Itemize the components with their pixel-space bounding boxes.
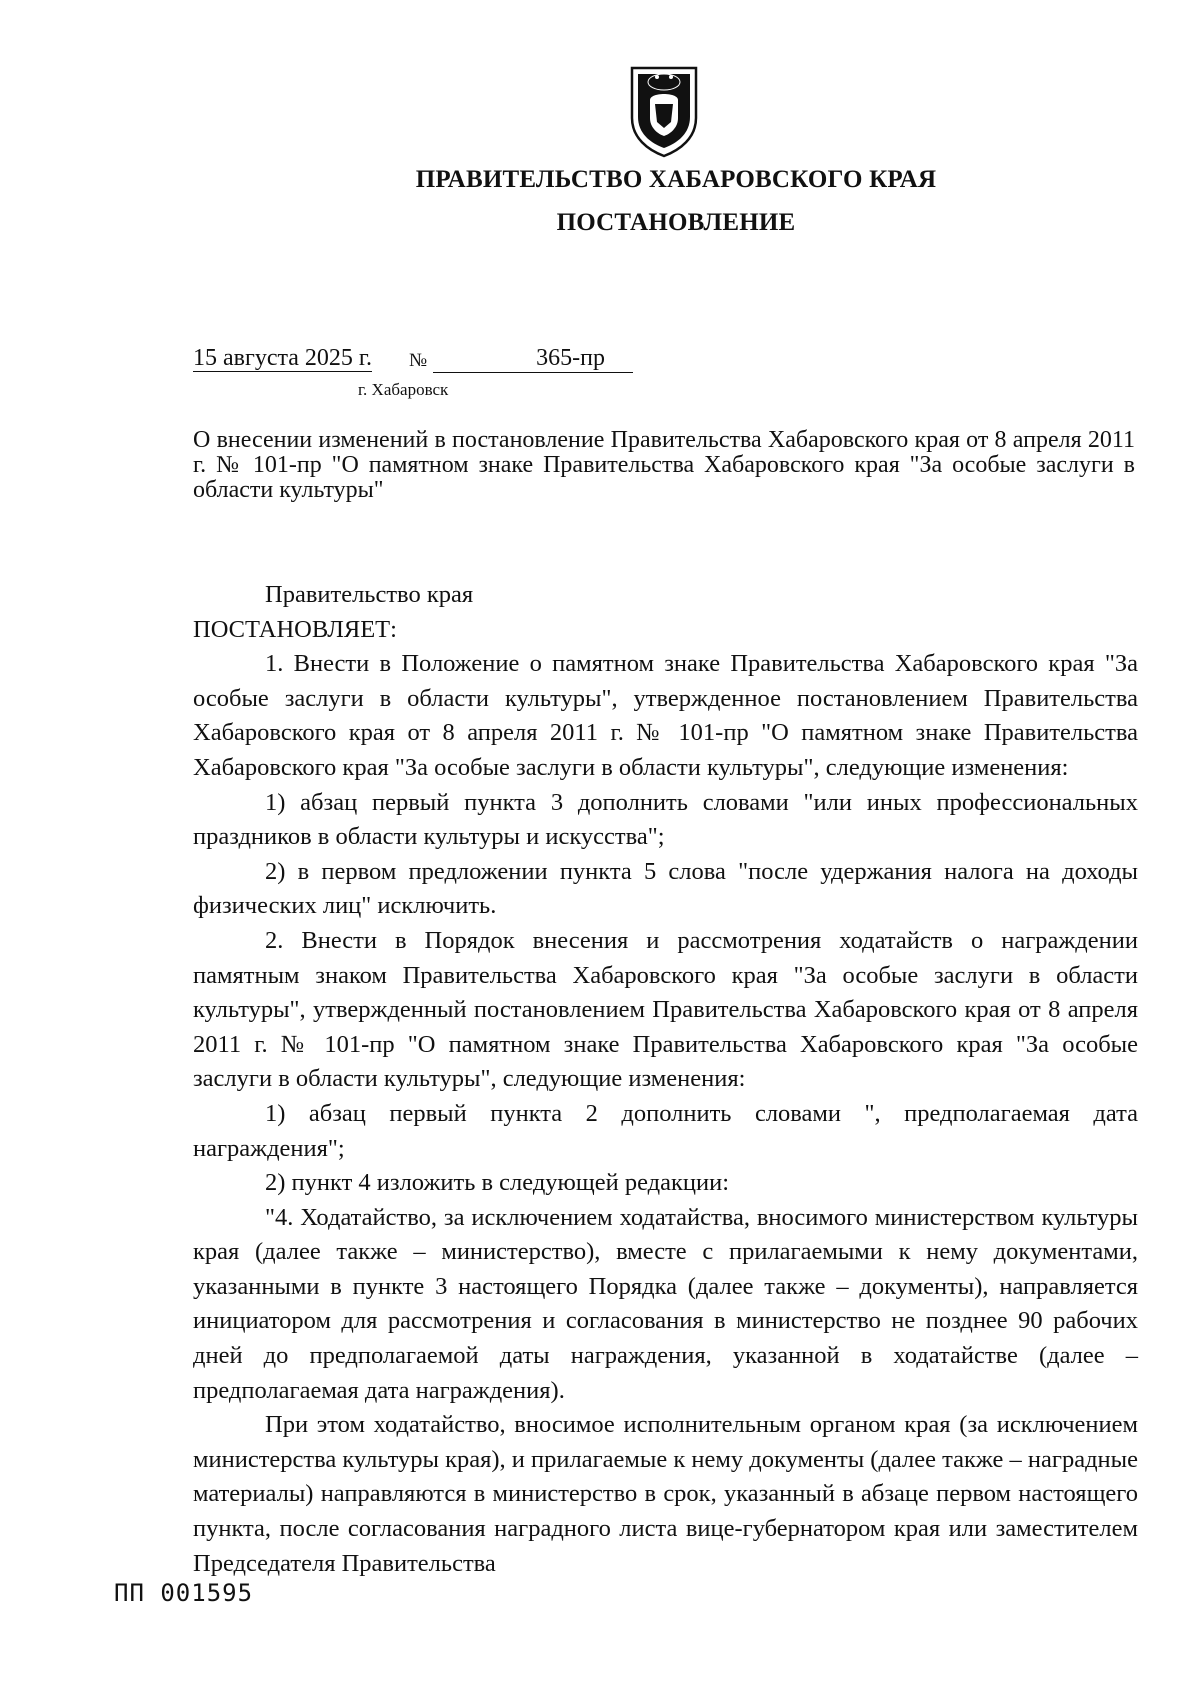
paragraph: 1. Внести в Положение о памятном знаке Правительства Хабаровского края "За особые заслуги в области культуры", утвержденное постановлением Правительства Хабаровского края от 8 апреля 2011 г. № 101-пр "О памятном знаке Правительства Хабаровского края "За особые заслуги в области культуры", следующие изменения:	[193, 650, 1138, 781]
document-body	[193, 578, 1138, 1581]
coat-of-arms-emblem	[624, 62, 704, 158]
paragraph: 2. Внести в Порядок внесения и рассмотрения ходатайств о награждении памятным знаком Правительства Хабаровского края "За особые заслуги в области культуры", утвержденный постановлением Правительства Хабаровского края от 8 апреля 2011 г. № 101-пр "О памятном знаке Правительства Хабаровского края "За особые заслуги в области культуры", следующие изменения:	[193, 926, 1138, 1093]
paragraph: 2) в первом предложении пункта 5 слова "после удержания налога на доходы физических лиц" исключить.	[193, 857, 1138, 920]
number-label: №	[409, 350, 428, 371]
paragraph: "4. Ходатайство, за исключением ходатайства, вносимого министерством культуры края (далее также – министерство), вместе с прилагаемыми к нему документами, указанными в пункте 3 настоящего Порядка (далее также – документы), направляется инициатором для рассмотрения и согласования в министерство не позднее 90 рабочих дней до предполагаемой даты награждения, указанной в ходатайстве (далее – предполагаемая дата награждения).	[193, 1203, 1138, 1404]
intro-resolves: ПОСТАНОВЛЯЕТ:	[193, 615, 397, 643]
paragraph: 2) пункт 4 изложить в следующей редакции:	[265, 1169, 730, 1197]
form-code: ПП 001595	[114, 1579, 254, 1607]
document-number: 365-пр	[433, 345, 633, 373]
intro-government: Правительство края	[265, 581, 474, 608]
paragraph: При этом ходатайство, вносимое исполнительным органом края (за исключением министерства культуры края), и прилагаемые к нему документы (далее также – наградные материалы) направляются в министерство в срок, указанный в абзаце первом настоящего пункта, после согласования наградного листа вице-губернатором края или заместителем Председателя Правительства	[193, 1411, 1138, 1577]
document-type: ПОСТАНОВЛЕНИЕ	[556, 209, 796, 236]
paragraph: 1) абзац первый пункта 3 дополнить словами "или иных профессиональных праздников в области культуры и искусства";	[193, 788, 1138, 851]
paragraph: 1) абзац первый пункта 2 дополнить словами ", предполагаемая дата награждения";	[193, 1099, 1138, 1162]
organization-name: ПРАВИТЕЛЬСТВО ХАБАРОВСКОГО КРАЯ	[415, 166, 937, 193]
document-date	[193, 345, 372, 372]
city: г. Хабаровск	[358, 380, 449, 399]
date-value: 15 августа 2025 г.	[193, 345, 373, 371]
document-title: О внесении изменений в постановление Правительства Хабаровского края от 8 апреля 2011 г. № 101-пр "О памятном знаке Правительства Хабаровского края "За особые заслуги в области культуры"	[193, 427, 1135, 503]
